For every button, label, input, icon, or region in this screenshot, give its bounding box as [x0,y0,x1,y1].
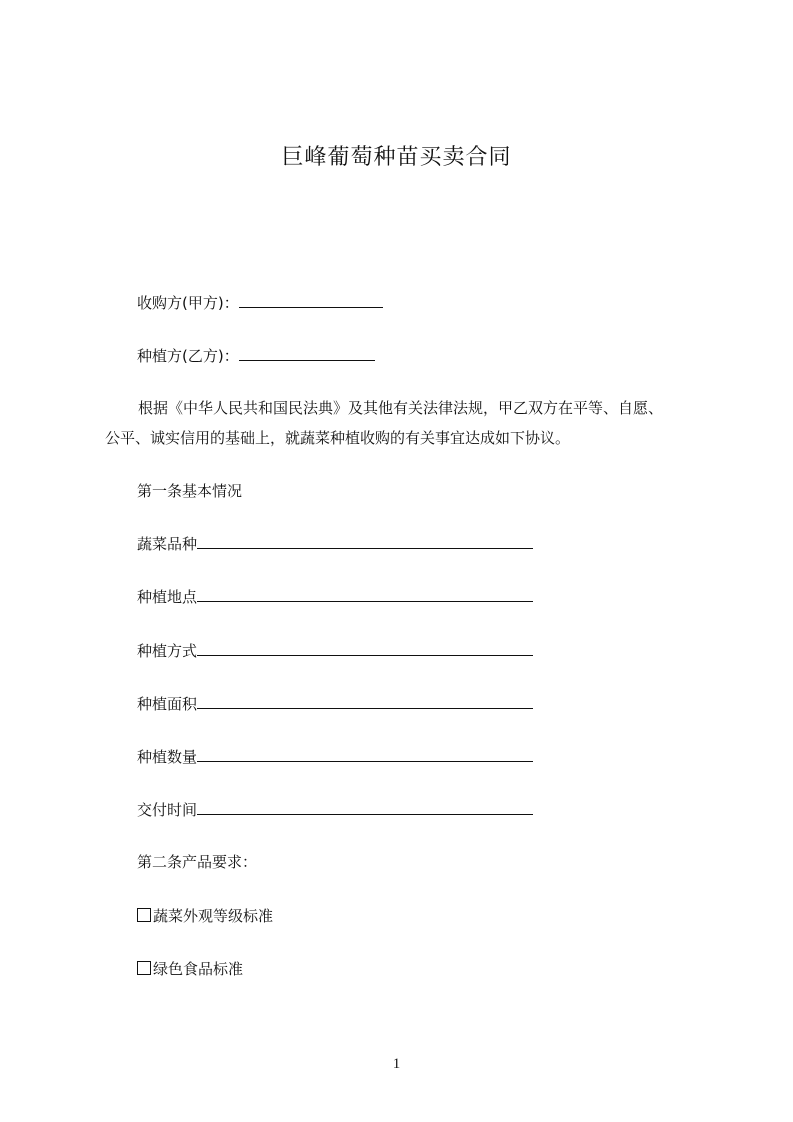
field-label: 种植方式 [137,642,198,660]
field-blank[interactable] [197,692,533,709]
field-variety [137,532,533,554]
field-label: 种植面积 [137,695,198,713]
option-label: 蔬菜外观等级标准 [153,907,274,925]
party-b-label: 种植方(乙方)： [137,347,239,365]
party-a-blank[interactable] [239,291,383,308]
field-delivery-time [137,798,533,820]
article-1-heading: 第一条基本情况 [137,482,243,500]
preamble-line-2: 公平、诚实信用的基础上，就蔬菜种植收购的有关事宜达成如下协议。 [105,429,571,447]
field-label: 种植地点 [137,588,198,606]
checkbox-icon[interactable] [137,961,151,975]
party-b-blank[interactable] [239,344,375,361]
article-2-heading: 第二条产品要求： [137,853,258,871]
field-quantity [137,745,533,767]
option-label: 绿色食品标准 [153,960,244,978]
party-a-label: 收购方(甲方)： [137,294,239,312]
field-label: 交付时间 [137,801,198,819]
field-blank[interactable] [197,798,533,815]
option-appearance-grade [137,905,273,926]
field-label: 蔬菜品种 [137,535,198,553]
option-green-food [137,958,243,979]
field-blank[interactable] [197,639,533,656]
field-blank[interactable] [197,532,533,549]
party-a-line [137,291,383,313]
field-method [137,639,533,661]
field-area [137,692,533,714]
page-number: 1 [392,1056,401,1072]
party-b-line [137,344,375,366]
field-label: 种植数量 [137,748,198,766]
preamble-line-1: 根据《中华人民共和国民法典》及其他有关法律法规，甲乙双方在平等、自愿、 [138,399,664,417]
contract-title: 巨峰葡萄种苗买卖合同 [281,145,512,170]
field-blank[interactable] [197,585,533,602]
field-blank[interactable] [197,745,533,762]
preamble-paragraph [105,393,695,453]
field-location [137,585,533,607]
checkbox-icon[interactable] [137,908,151,922]
